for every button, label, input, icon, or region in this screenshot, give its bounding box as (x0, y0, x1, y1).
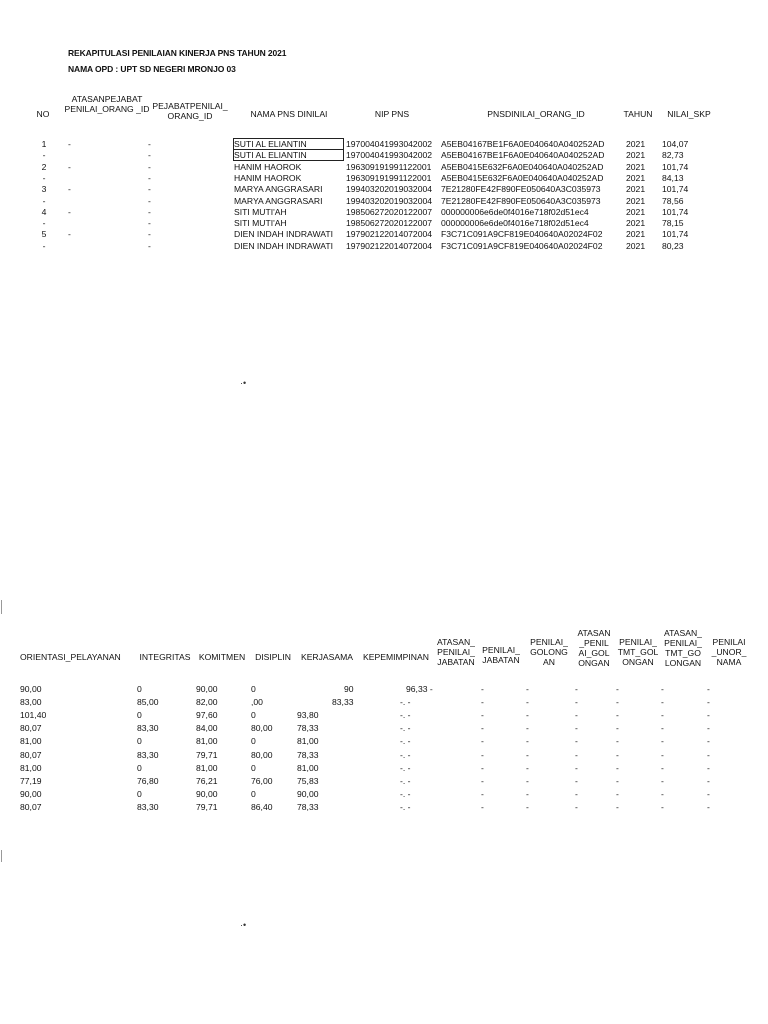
col-header-pejabat-penilai: PEJABATPENILAI_ ORANG_ID (152, 101, 228, 121)
cell-penilai-gol: - (526, 801, 529, 812)
cell-pejabat-penilai: - (148, 206, 151, 217)
cell-kerjasama: 78,33 (297, 749, 319, 760)
cell-pejabat-penilai: - (148, 218, 151, 229)
cell-no: 2 (41, 161, 47, 172)
cell-integritas: 0 (137, 736, 142, 747)
cell-penilai-unor: - (707, 762, 710, 773)
cell-penilai-jab: - (481, 697, 484, 708)
cell-komitmen: 79,71 (196, 801, 218, 812)
col-header-no: NO (36, 109, 50, 119)
cell-penilai-gol: - (526, 749, 529, 760)
cell-kepemimpinan: -. - (400, 710, 411, 721)
cell-penilai-tmt: - (616, 697, 619, 708)
cell-penilai-gol: - (526, 762, 529, 773)
cell-atasan-penilai: - (68, 161, 71, 172)
cell-pns-id: 7E21280FE42F890FE050640A3C035973 (441, 184, 601, 195)
cell-nama: MARYA ANGGRASARI (234, 195, 323, 206)
cell-no: 1 (41, 139, 47, 149)
cell-atasan-tmt: - (661, 697, 664, 708)
cell-disiplin: 0 (251, 762, 256, 773)
cell-nip: 197004041993042002 (346, 139, 433, 149)
cell-nip: 197902122014072004 (346, 229, 433, 240)
cell-atasan-tmt: - (661, 788, 664, 799)
cell-pns-id: F3C71C091A9CF819E040640A02024F02 (441, 229, 603, 240)
cell-kepemimpinan: -. - (400, 801, 411, 812)
cell-nilai-skp: 101,74 (662, 206, 689, 217)
cell-pns-id: 000000006e6de0f4016e718f02d51ec4 (441, 218, 589, 229)
cell-komitmen: 82,00 (196, 697, 218, 708)
cell-nilai-skp: 82,73 (662, 150, 684, 161)
cell-disiplin: 0 (251, 710, 256, 721)
cell-penilai-jab: - (481, 801, 484, 812)
cell-kerjasama: 81,00 (297, 762, 319, 773)
cell-disiplin: 0 (251, 736, 256, 747)
cell-orientasi: 90,00 (20, 684, 42, 694)
cell-nilai-skp: 78,15 (662, 218, 684, 229)
cell-kepemimpinan: -. - (400, 775, 411, 786)
cell-tahun: 2021 (626, 139, 646, 149)
cell-penilai-tmt: - (616, 710, 619, 721)
cell-disiplin: 76,00 (251, 775, 273, 786)
cell-nip: 197004041993042002 (346, 150, 433, 161)
cell-tahun: 2021 (626, 206, 646, 217)
cell-komitmen: 79,71 (196, 749, 218, 760)
cell-kerjasama: 75,83 (297, 775, 319, 786)
col-header-nama: NAMA PNS DINILAI (250, 109, 328, 119)
cell-penilai-gol: - (526, 788, 529, 799)
cell-nama: SUTI AL ELIANTIN (234, 150, 343, 160)
cell-komitmen: 90,00 (196, 788, 218, 799)
cell-komitmen: 81,00 (196, 736, 218, 747)
cell-atasan-tmt: - (661, 723, 664, 734)
cell-pns-id: F3C71C091A9CF819E040640A02024F02 (441, 240, 603, 251)
cell-komitmen: 97,60 (196, 710, 218, 721)
cell-nama: MARYA ANGGRASARI (234, 184, 323, 195)
cell-orientasi: 83,00 (20, 697, 42, 708)
cell-atasan-tmt: - (661, 801, 664, 812)
cell-no: - (42, 195, 46, 206)
cell-nip: 198506272020122007 (346, 206, 433, 217)
cell-kerjasama: 78,33 (297, 723, 319, 734)
cell-kepemimpinan: -. - (400, 697, 411, 708)
cell-no: 5 (41, 229, 47, 240)
col-header-integritas: INTEGRITAS (139, 652, 191, 662)
cell-integritas: 0 (137, 684, 142, 694)
cell-komitmen: 81,00 (196, 762, 218, 773)
cell-orientasi: 80,07 (20, 723, 42, 734)
cell-penilai-tmt: - (616, 749, 619, 760)
cell-pejabat-penilai: - (148, 172, 151, 183)
cell-orientasi: 80,07 (20, 749, 42, 760)
cell-no: - (42, 240, 46, 251)
cell-kerjasama: 90,00 (297, 788, 319, 799)
cell-orientasi: 80,07 (20, 801, 42, 812)
cell-penilai-jab: - (481, 736, 484, 747)
col-header-kerjasama: KERJASAMA (300, 652, 354, 662)
col-header-penilai-jabatan: PENILAI_ JABATAN (482, 645, 520, 665)
cell-pejabat-penilai: - (148, 184, 151, 195)
cell-penilai-jab: - (481, 723, 484, 734)
cell-pejabat-penilai: - (148, 139, 151, 149)
cell-tahun: 2021 (626, 218, 646, 229)
cell-pns-id: A5EB04167BE1F6A0E040640A040252AD (441, 139, 605, 149)
cell-disiplin: ,00 (251, 697, 263, 708)
cell-atasan-gol: - (575, 788, 578, 799)
cell-nip: 196309191991122001 (346, 172, 432, 183)
cell-atasan-gol: - (575, 775, 578, 786)
cell-kepemimpinan: -. - (400, 749, 411, 760)
cell-no: - (42, 150, 46, 161)
cell-kerjasama: 93,80 (297, 710, 319, 721)
cell-penilai-gol: - (526, 697, 529, 708)
cell-penilai-tmt: - (616, 736, 619, 747)
cell-penilai-unor: - (707, 684, 710, 694)
cell-nilai-skp: 101,74 (662, 229, 689, 240)
cell-atasan-penilai: - (68, 206, 71, 217)
cell-penilai-gol: - (526, 723, 529, 734)
cell-pns-id: 7E21280FE42F890FE050640A3C035973 (441, 195, 601, 206)
cell-pejabat-penilai: - (148, 229, 151, 240)
cell-atasan-tmt: - (661, 736, 664, 747)
cell-penilai-jab: - (481, 762, 484, 773)
cell-integritas: 0 (137, 788, 142, 799)
cell-disiplin: 86,40 (251, 801, 273, 812)
cell-kepemimpinan: -. - (400, 723, 411, 734)
cell-penilai-gol: - (526, 775, 529, 786)
cell-integritas: 83,30 (137, 723, 159, 734)
cell-nilai-skp: 104,07 (662, 139, 689, 149)
cell-penilai-unor: - (707, 723, 710, 734)
cell-orientasi: 81,00 (20, 762, 42, 773)
cell-penilai-tmt: - (616, 762, 619, 773)
cell-kepemimpinan: -. - (400, 788, 411, 799)
cell-kerjasama: 90 (344, 684, 354, 694)
cell-penilai-unor: - (707, 775, 710, 786)
cell-no: 4 (41, 206, 47, 217)
cell-atasan-penilai: - (68, 229, 71, 240)
cell-atasan-penilai: - (68, 139, 71, 149)
cell-pejabat-penilai: - (148, 150, 151, 161)
col-header-nip: NIP PNS (374, 109, 410, 119)
cell-orientasi: 81,00 (20, 736, 42, 747)
cell-kerjasama: 81,00 (297, 736, 319, 747)
cell-penilai-tmt: - (616, 723, 619, 734)
cell-nilai-skp: 101,74 (662, 161, 689, 172)
cell-disiplin: 0 (251, 684, 256, 694)
cell-integritas: 0 (137, 710, 142, 721)
report-title: REKAPITULASI PENILAIAN KINERJA PNS TAHUN 2021 (68, 48, 287, 58)
cell-atasan-tmt: - (661, 749, 664, 760)
cell-atasan-tmt: - (661, 710, 664, 721)
cell-nama: DIEN INDAH INDRAWATI (234, 229, 333, 240)
col-header-pns-id: PNSDINILAI_ORANG_ID (487, 109, 585, 119)
cell-penilai-unor: - (707, 710, 710, 721)
cell-kerjasama: 78,33 (297, 801, 319, 812)
cell-penilai-tmt: - (616, 684, 619, 694)
cell-nip: 199403202019032004 (346, 195, 433, 206)
cell-integritas: 0 (137, 762, 142, 773)
cell-nama: DIEN INDAH INDRAWATI (234, 240, 333, 251)
cell-penilai-jab: - (481, 749, 484, 760)
cell-nilai-skp: 101,74 (662, 184, 689, 195)
cell-no: 3 (41, 184, 47, 195)
cell-atasan-gol: - (575, 801, 578, 812)
col-header-atasan-jabatan: ATASAN_ PENILAI_ JABATAN (437, 637, 475, 667)
col-header-atasan-tmt: ATASAN_ PENILAI_ TMT_GO LONGAN (664, 628, 702, 668)
cell-penilai-jab: - (481, 775, 484, 786)
cell-penilai-unor: - (707, 749, 710, 760)
cell-orientasi: 101,40 (20, 710, 47, 721)
cell-komitmen: 90,00 (196, 684, 218, 694)
cell-pejabat-penilai: - (148, 161, 151, 172)
cell-kepemimpinan: -. - (400, 762, 411, 773)
cell-penilai-jab: - (481, 788, 484, 799)
col-header-komitmen: KOMITMEN (198, 652, 246, 662)
scan-speck: ·• (240, 920, 247, 930)
cell-kepemimpinan: -. - (400, 736, 411, 747)
cell-disiplin: 0 (251, 788, 256, 799)
cell-orientasi: 90,00 (20, 788, 42, 799)
scan-edge-mark (1, 600, 2, 614)
cell-tahun: 2021 (626, 184, 646, 195)
cell-nilai-skp: 84,13 (662, 172, 684, 183)
scan-speck: ·• (240, 378, 247, 388)
cell-atasan-gol: - (575, 762, 578, 773)
cell-penilai-tmt: - (616, 775, 619, 786)
cell-pejabat-penilai: - (148, 240, 151, 251)
cell-tahun: 2021 (626, 172, 646, 183)
cell-penilai-jab: - (481, 684, 484, 694)
cell-integritas: 85,00 (137, 697, 159, 708)
cell-komitmen: 76,21 (196, 775, 218, 786)
cell-penilai-unor: - (707, 801, 710, 812)
cell-nip: 197902122014072004 (346, 240, 433, 251)
cell-atasan-tmt: - (661, 775, 664, 786)
cell-nama: HANIM HAOROK (234, 172, 302, 183)
cell-pns-id: A5EB0415E632F6A0E040640A040252AD (441, 172, 604, 183)
cell-nip: 198506272020122007 (346, 218, 433, 229)
cell-komitmen: 84,00 (196, 723, 218, 734)
cell-pns-id: 000000006e6de0f4016e718f02d51ec4 (441, 206, 589, 217)
cell-nip: 199403202019032004 (346, 184, 433, 195)
cell-pejabat-penilai: - (148, 195, 151, 206)
cell-no: - (42, 172, 46, 183)
cell-atasan-gol: - (575, 684, 578, 694)
cell-tahun: 2021 (626, 195, 646, 206)
cell-nama: SUTI AL ELIANTIN (234, 139, 343, 149)
col-header-penilai-tmt: PENILAI_ TMT_GOL ONGAN (617, 637, 659, 667)
col-header-penilai-unor: PENILAI _UNOR_ NAMA (711, 637, 747, 667)
cell-atasan-penilai: - (68, 184, 71, 195)
cell-nilai-skp: 80,23 (662, 240, 684, 251)
cell-atasan-gol: - (575, 723, 578, 734)
cell-tahun: 2021 (626, 150, 646, 161)
cell-pns-id: A5EB0415E632F6A0E040640A040252AD (441, 161, 604, 172)
cell-integritas: 76,80 (137, 775, 159, 786)
cell-atasan-tmt: - (661, 762, 664, 773)
col-header-nilai-skp: NILAI_SKP (667, 109, 711, 119)
cell-penilai-tmt: - (616, 788, 619, 799)
col-header-tahun: TAHUN (623, 109, 653, 119)
cell-tahun: 2021 (626, 229, 646, 240)
col-header-atasan-penilai: ATASANPEJABAT PENILAI_ORANG _ID (64, 94, 150, 114)
col-header-kepemimpinan: KEPEMIMPINAN (363, 652, 429, 662)
cell-orientasi: 77,19 (20, 775, 42, 786)
cell-tahun: 2021 (626, 161, 646, 172)
cell-penilai-unor: - (707, 788, 710, 799)
col-header-disiplin: DISIPLIN (255, 652, 291, 662)
cell-tahun: 2021 (626, 240, 646, 251)
col-header-atasan-golongan: ATASAN _PENIL AI_GOL ONGAN (577, 628, 611, 668)
cell-penilai-tmt: - (616, 801, 619, 812)
cell-nama: HANIM HAOROK (234, 161, 302, 172)
cell-atasan-gol: - (575, 697, 578, 708)
cell-atasan-gol: - (575, 736, 578, 747)
cell-disiplin: 80,00 (251, 723, 273, 734)
cell-penilai-gol: - (526, 710, 529, 721)
cell-atasan-gol: - (575, 710, 578, 721)
cell-integritas: 83,30 (137, 801, 159, 812)
col-header-penilai-golongan: PENILAI_ GOLONG AN (530, 637, 568, 667)
cell-penilai-gol: - (526, 736, 529, 747)
cell-integritas: 83,30 (137, 749, 159, 760)
cell-disiplin: 80,00 (251, 749, 273, 760)
cell-penilai-unor: - (707, 697, 710, 708)
cell-nama: SITI MUTI'AH (234, 218, 287, 229)
cell-atasan-gol: - (575, 749, 578, 760)
cell-nip: 196309191991122001 (346, 161, 432, 172)
cell-penilai-jab: - (481, 710, 484, 721)
cell-nama: SITI MUTI'AH (234, 206, 287, 217)
cell-kerjasama: 83,33 (332, 697, 354, 708)
cell-nilai-skp: 78,56 (662, 195, 684, 206)
cell-kepemimpinan: 96,33 - (406, 684, 433, 694)
scan-edge-mark (1, 850, 2, 862)
cell-penilai-unor: - (707, 736, 710, 747)
col-header-orientasi: ORIENTASI_PELAYANAN (20, 652, 121, 662)
cell-pns-id: A5EB04167BE1F6A0E040640A040252AD (441, 150, 605, 161)
cell-no: - (42, 218, 46, 229)
opd-name: NAMA OPD : UPT SD NEGERI MRONJO 03 (68, 64, 236, 74)
cell-penilai-gol: - (526, 684, 529, 694)
cell-atasan-tmt: - (661, 684, 664, 694)
